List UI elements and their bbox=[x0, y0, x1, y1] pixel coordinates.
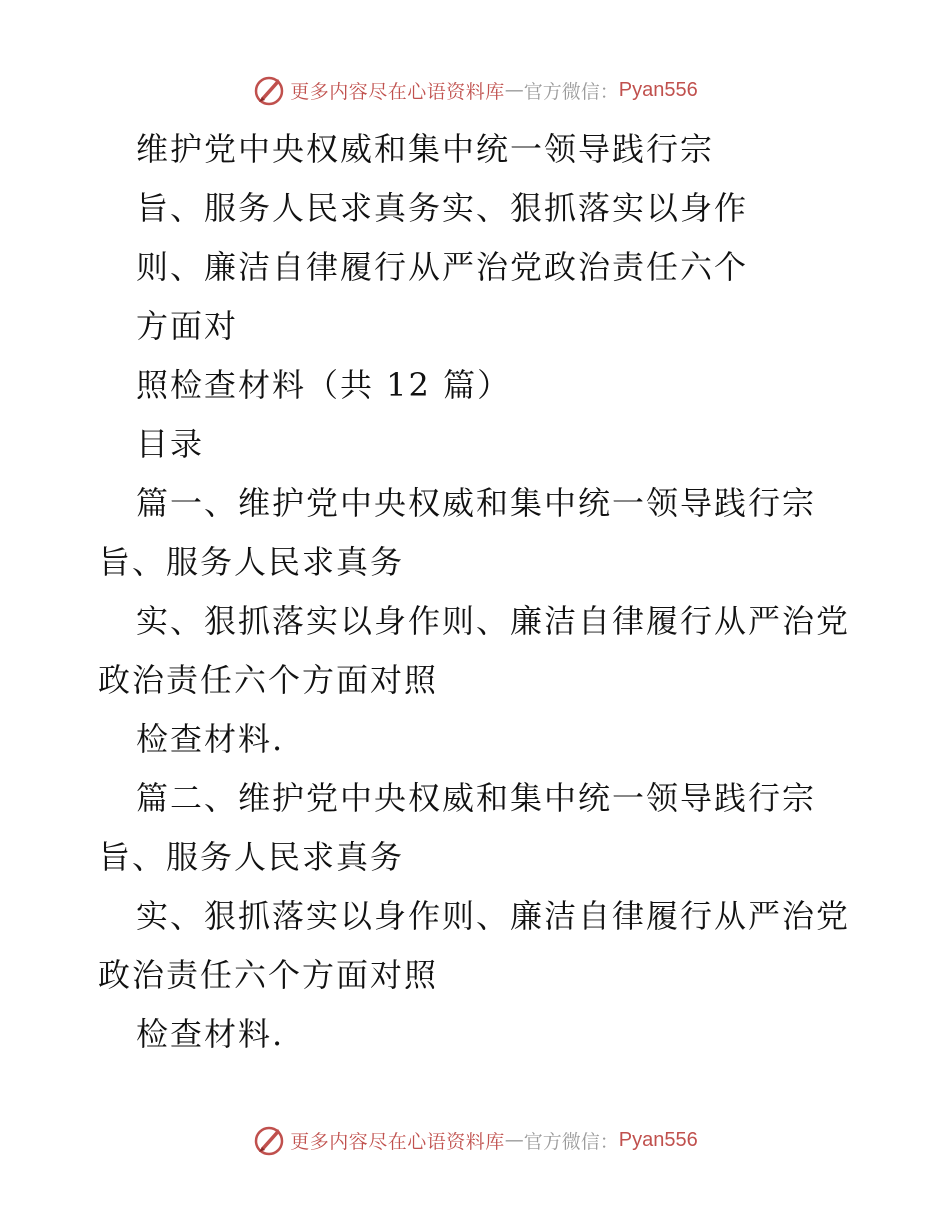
title-line-3: 则、廉洁自律履行从严治党政治责任六个 bbox=[136, 248, 749, 286]
toc-item-2-line-5: 检查材料. bbox=[136, 1015, 285, 1053]
title-line-1: 维护党中央权威和集中统一领导践行宗 bbox=[136, 130, 715, 168]
toc-item-1-line-2: 旨、服务人民求真务 bbox=[98, 543, 405, 581]
watermark-separator: — bbox=[504, 79, 524, 101]
watermark-text: 更多内容尽在心语资料库 bbox=[290, 80, 505, 103]
watermark-text: 更多内容尽在心语资料库 bbox=[290, 1130, 505, 1153]
toc-item-2-line-1: 篇二、维护党中央权威和集中统一领导践行宗 bbox=[136, 779, 817, 817]
title-line-5: 照检查材料（共 12 篇） bbox=[136, 366, 512, 404]
toc-item-1-line-3: 实、狠抓落实以身作则、廉洁自律履行从严治党 bbox=[136, 602, 851, 640]
toc-item-2-line-4: 政治责任六个方面对照 bbox=[98, 956, 439, 994]
toc-heading: 目录 bbox=[136, 425, 205, 463]
toc-item-2-line-3: 实、狠抓落实以身作则、廉洁自律履行从严治党 bbox=[136, 897, 851, 935]
title-line-4: 方面对 bbox=[136, 307, 239, 345]
document-body bbox=[98, 120, 878, 1064]
footer-watermark bbox=[0, 1120, 950, 1160]
watermark-wechat-id: Pyan556 bbox=[618, 1128, 698, 1151]
watermark-official-label: 官方微信： bbox=[523, 80, 619, 103]
header-watermark bbox=[0, 70, 950, 110]
watermark-separator: — bbox=[504, 1129, 524, 1151]
toc-item-1-line-5: 检查材料. bbox=[136, 720, 285, 758]
toc-item-2-line-2: 旨、服务人民求真务 bbox=[98, 838, 405, 876]
quill-pen-logo-icon bbox=[252, 73, 286, 107]
toc-item-1-line-1: 篇一、维护党中央权威和集中统一领导践行宗 bbox=[136, 484, 817, 522]
toc-item-1-line-4: 政治责任六个方面对照 bbox=[98, 661, 439, 699]
watermark-official-label: 官方微信： bbox=[523, 1130, 619, 1153]
title-line-2: 旨、服务人民求真务实、狠抓落实以身作 bbox=[136, 189, 749, 227]
watermark-wechat-id: Pyan556 bbox=[618, 78, 698, 101]
quill-pen-logo-icon bbox=[252, 1123, 286, 1157]
